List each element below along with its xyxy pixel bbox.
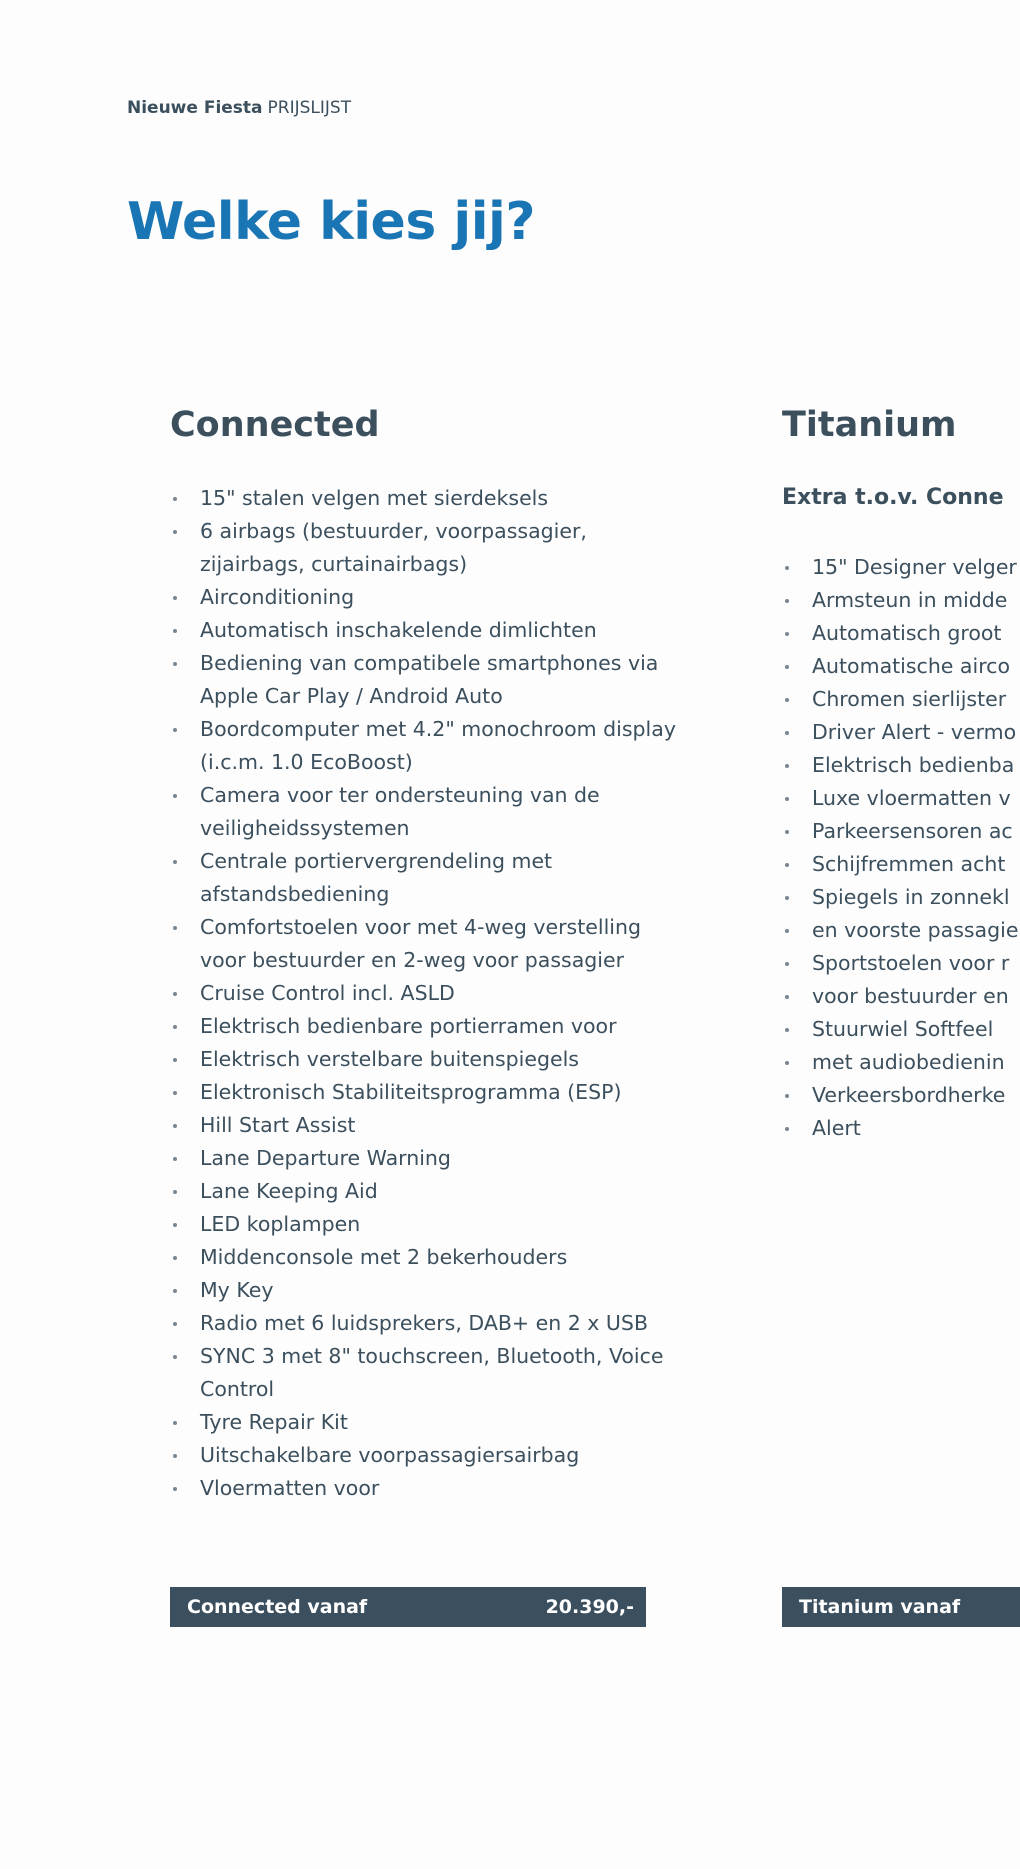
feature-item: Schijfremmen acht [782,848,1020,881]
connected-title: Connected [170,405,380,445]
feature-item: My Key [170,1274,690,1307]
titanium-feature-list [782,551,1020,1145]
feature-item: Alert [782,1112,1020,1145]
titanium-column [782,0,1020,1869]
feature-item: Uitschakelbare voorpassagiersairbag [170,1439,690,1472]
header-brand: Nieuwe Fiesta [127,98,263,118]
feature-item: Tyre Repair Kit [170,1406,690,1439]
connected-price-label: Connected vanaf [187,1596,368,1618]
connected-price-value: 20.390,- [545,1596,634,1618]
titanium-subtitle: Extra t.o.v. Conne [782,485,1004,510]
feature-item: Verkeersbordherke [782,1079,1020,1112]
connected-column [170,0,730,1869]
titanium-price-bar [782,1587,1020,1627]
feature-item: Cruise Control incl. ASLD [170,977,690,1010]
feature-item: Elektrisch bedienbare portierramen voor [170,1010,690,1043]
feature-item: Hill Start Assist [170,1109,690,1142]
feature-item: Airconditioning [170,581,690,614]
feature-item: Parkeersensoren ac [782,815,1020,848]
feature-item: Luxe vloermatten v [782,782,1020,815]
feature-item: Chromen sierlijster [782,683,1020,716]
feature-item: Sportstoelen voor r [782,947,1020,980]
feature-item: 15" Designer velger [782,551,1020,584]
header-document-type: PRIJSLIJST [267,98,352,118]
feature-item: Spiegels in zonnekl [782,881,1020,914]
feature-item: Camera voor ter ondersteuning van de veiligheidssystemen [170,779,690,845]
feature-item: en voorste passagie [782,914,1020,947]
feature-item: Elektronisch Stabiliteitsprogramma (ESP) [170,1076,690,1109]
feature-item: 15" stalen velgen met sierdeksels [170,482,690,515]
titanium-price-label: Titanium vanaf [799,1596,961,1618]
feature-item: Bediening van compatibele smartphones via Apple Car Play / Android Auto [170,647,690,713]
feature-item: met audiobedienin [782,1046,1020,1079]
feature-item: LED koplampen [170,1208,690,1241]
feature-item: Middenconsole met 2 bekerhouders [170,1241,690,1274]
connected-feature-list [170,482,690,1505]
feature-item: Lane Keeping Aid [170,1175,690,1208]
titanium-title: Titanium [782,405,957,445]
feature-item: Stuurwiel Softfeel [782,1013,1020,1046]
feature-item: Comfortstoelen voor met 4-weg verstelling voor bestuurder en 2-weg voor passagier [170,911,690,977]
feature-item: Automatisch inschakelende dimlichten [170,614,690,647]
feature-item: 6 airbags (bestuurder, voorpassagier, zijairbags, curtainairbags) [170,515,690,581]
feature-item: Elektrisch bedienba [782,749,1020,782]
feature-item: Driver Alert - vermo [782,716,1020,749]
feature-item: Automatisch groot [782,617,1020,650]
feature-item: Vloermatten voor [170,1472,690,1505]
feature-item: Elektrisch verstelbare buitenspiegels [170,1043,690,1076]
feature-item: voor bestuurder en [782,980,1020,1013]
feature-item: SYNC 3 met 8" touchscreen, Bluetooth, Voice Control [170,1340,690,1406]
connected-price-bar [170,1587,646,1627]
page-title: Welke kies jij? [127,192,536,252]
feature-item: Boordcomputer met 4.2" monochroom display (i.c.m. 1.0 EcoBoost) [170,713,690,779]
feature-item: Lane Departure Warning [170,1142,690,1175]
feature-item: Automatische airco [782,650,1020,683]
feature-item: Radio met 6 luidsprekers, DAB+ en 2 x USB [170,1307,690,1340]
feature-item: Centrale portiervergrendeling met afstandsbediening [170,845,690,911]
feature-item: Armsteun in midde [782,584,1020,617]
